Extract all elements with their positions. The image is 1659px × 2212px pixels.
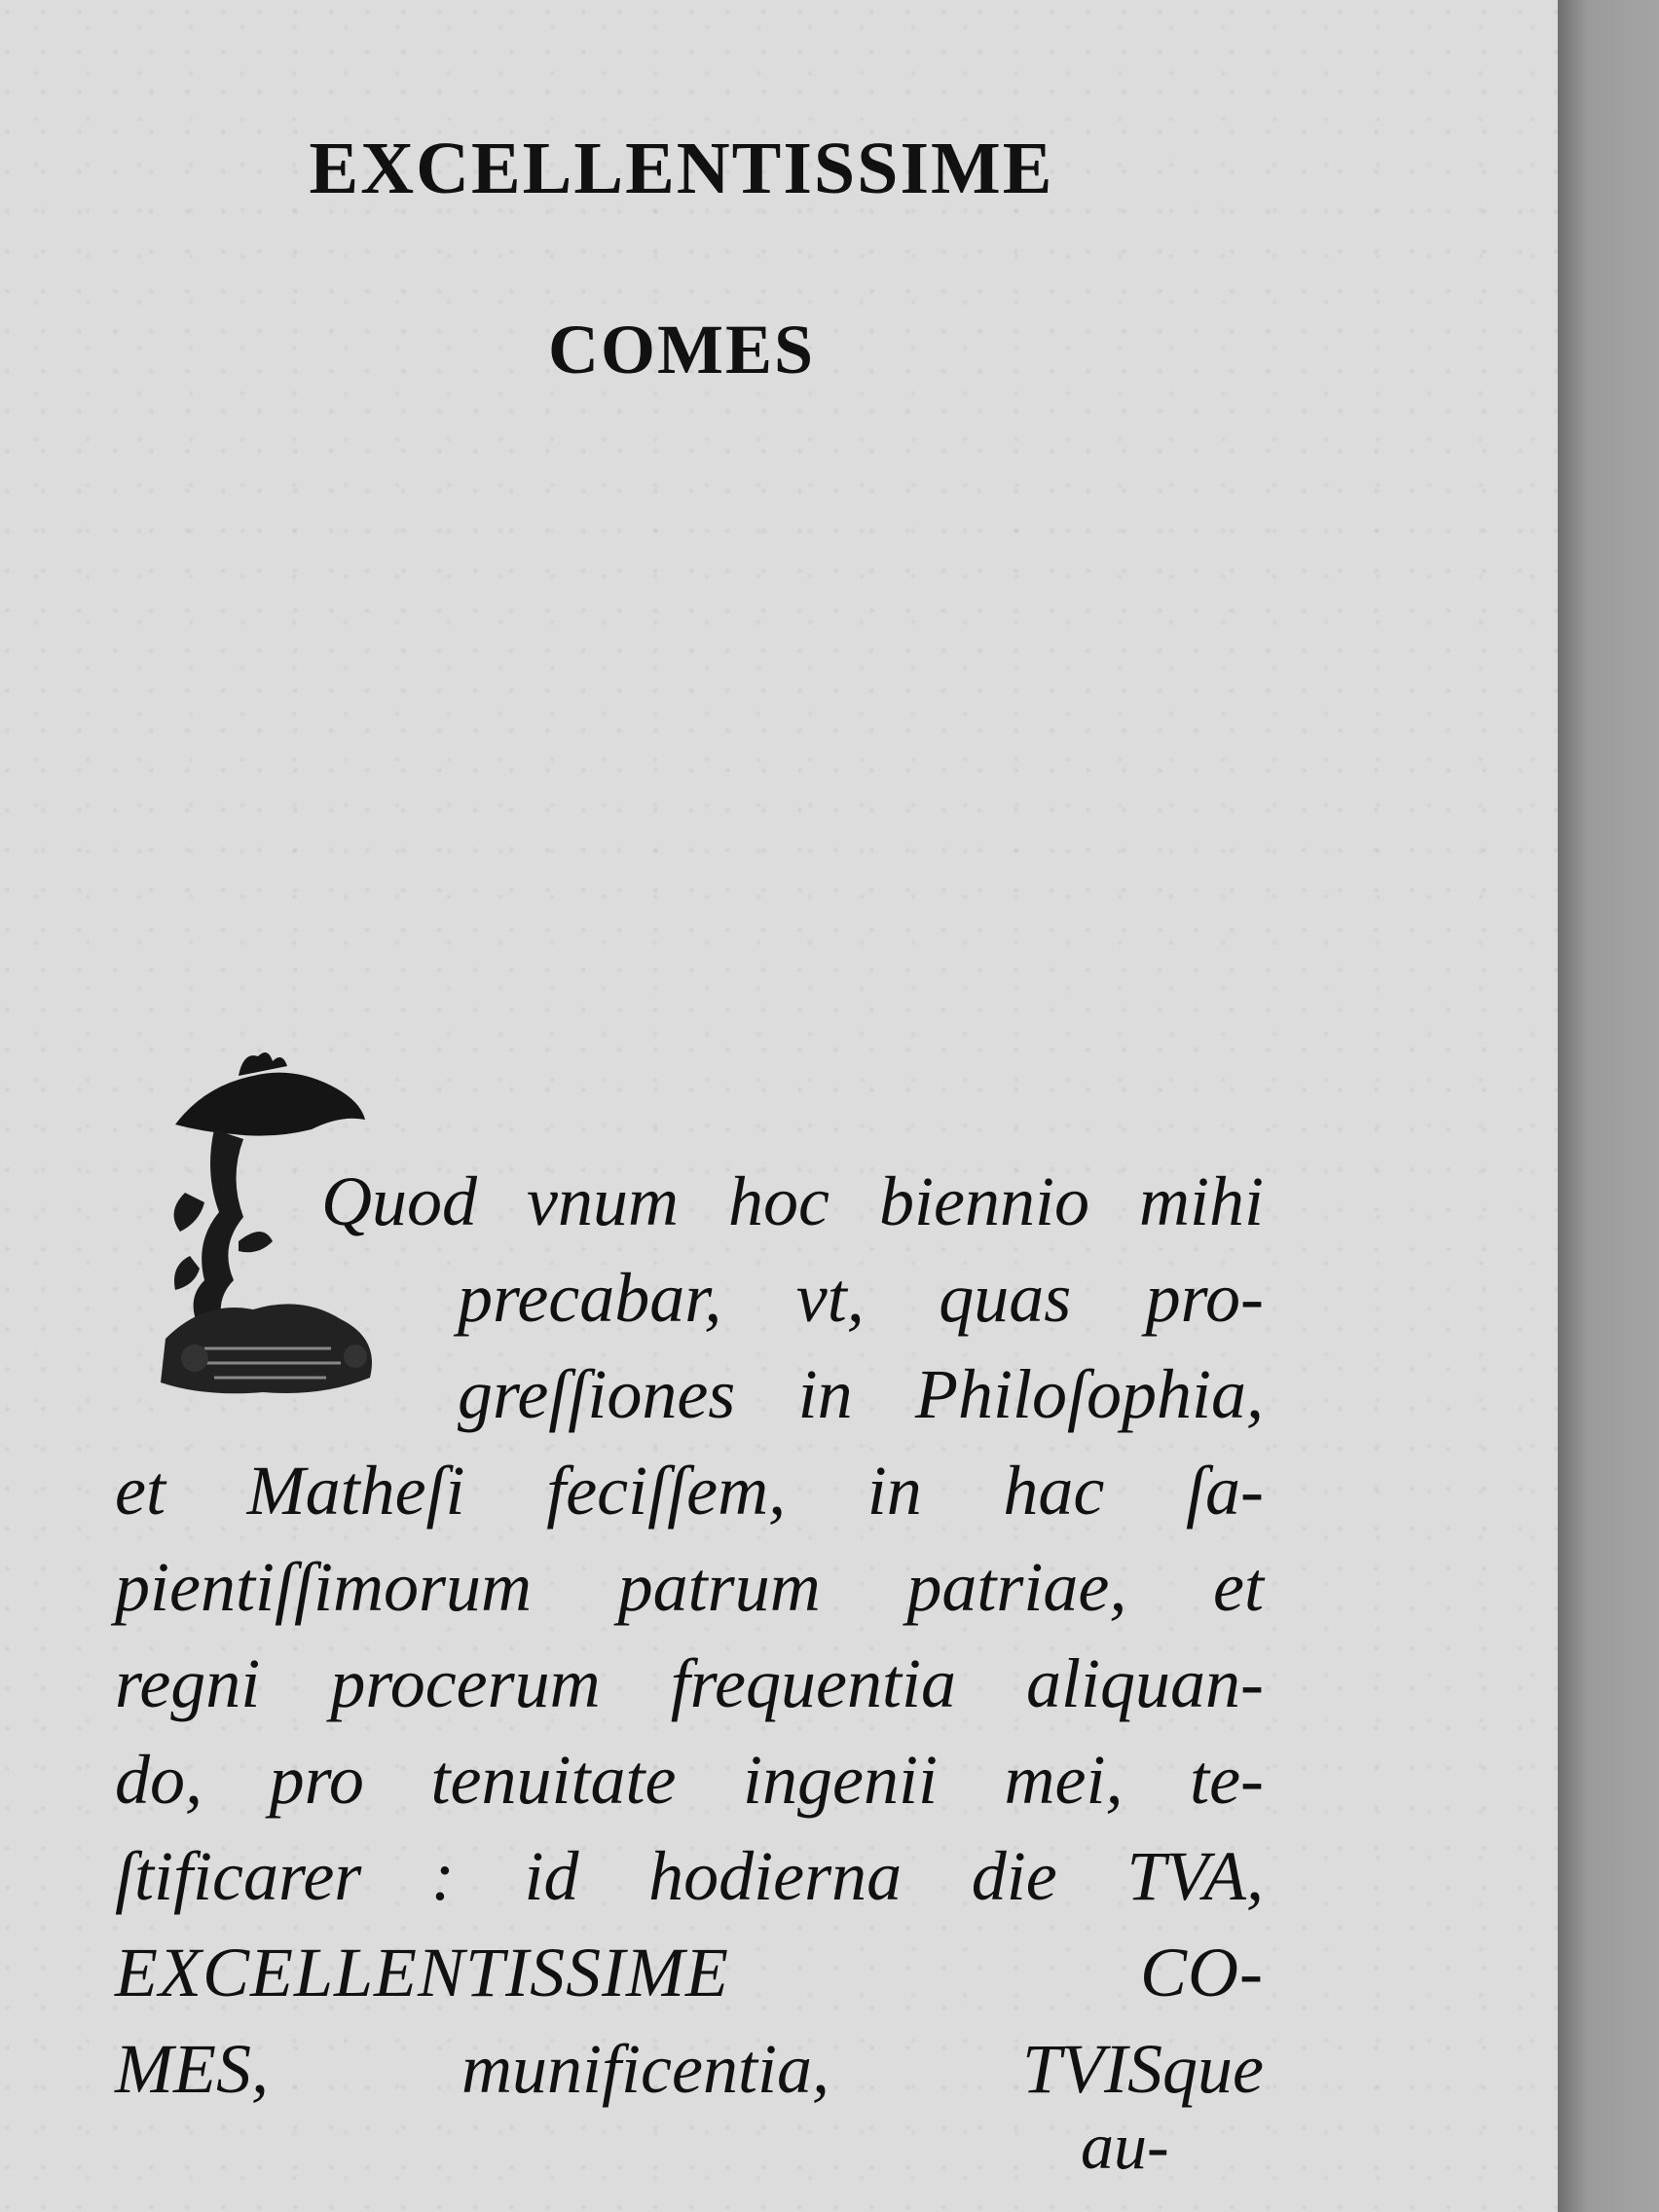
body-line-10: MES, munificentia, TVISque: [115, 2030, 1264, 2108]
body-line-2: precabar, vt, quas pro-: [458, 1259, 1264, 1337]
body-line-1: Quod vnum hoc biennio mihi: [321, 1162, 1264, 1240]
dedication-heading: EXCELLENTISSIME: [309, 128, 1054, 209]
body-line-9: EXCELLENTISSIME CO-: [115, 1934, 1264, 2011]
dedication-body: [115, 1154, 1264, 2118]
catchword: au-: [1081, 2109, 1169, 2183]
body-line-7: do, pro tenuitate ingenii mei, te-: [115, 1741, 1264, 1819]
body-line-4: et Matheſi feciſſem, in hac ſa-: [115, 1452, 1264, 1530]
dedication-subheading: COMES: [547, 311, 816, 388]
book-spine: [1558, 0, 1659, 2212]
body-line-3: greſſiones in Philoſophia,: [458, 1355, 1264, 1433]
body-line-6: regni procerum frequentia aliquan-: [115, 1644, 1264, 1722]
body-line-5: pientiſſimorum patrum patriae, et: [115, 1548, 1264, 1626]
body-line-8: ſtificarer : id hodierna die TVA,: [115, 1837, 1264, 1915]
